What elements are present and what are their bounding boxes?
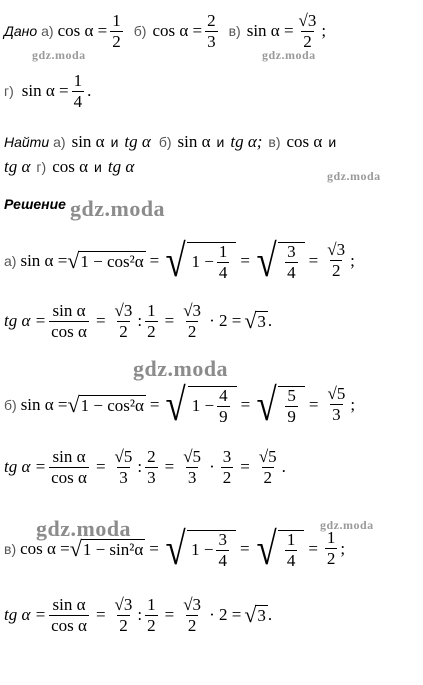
fraction: $\frac{\text{sin α}}{\text{cos α}}$ — [51, 301, 87, 341]
find-a-marker: а) — [53, 134, 66, 150]
given-g-tail: . — [87, 81, 92, 101]
find-and: и — [328, 134, 337, 150]
tail: . — [267, 605, 273, 625]
given-g-fraction: $\frac{1}{4}$ — [73, 71, 83, 111]
find-and: и — [94, 159, 102, 175]
given-v-fraction: $\frac{√3}{2}$ — [298, 11, 317, 51]
tail: ; — [350, 394, 356, 414]
fraction: $\frac{1}{2}$ — [326, 528, 336, 569]
fraction: $\frac{\text{sin α}}{\text{cos α}}$ — [51, 595, 87, 635]
fraction: $\frac{√3}{2}$ — [114, 301, 133, 341]
find-v-expr: cos α — [286, 132, 323, 151]
fraction: $\frac{√5}{3}$ — [327, 384, 346, 425]
find-v-expr2: tg α — [4, 157, 31, 176]
find-a-expr: sin α — [71, 132, 105, 151]
root: √ 3 — [244, 308, 266, 334]
root: √ 1 − cos²α — [67, 391, 144, 417]
fraction: $\frac{√3}{2}$ — [183, 301, 202, 341]
find-g-expr: cos α — [52, 157, 89, 176]
given-label: Дано — [4, 23, 38, 40]
watermark: gdz.moda — [262, 48, 316, 62]
multiply: · 2 = — [209, 311, 242, 331]
colon: : — [137, 605, 143, 625]
solution-b-line-2: tg α = $\frac{\text{sin α}}{\text{cos α}}$ = $\frac{√5}{3}$ : $\frac{2}{3}$ = $\frac{√5}{3}$ · $\frac{3}{2}$ = $\frac{√5}{2}$ . — [4, 447, 286, 487]
root: √ 1 − $\frac{3}{4}$ — [163, 528, 236, 569]
given-a-expr: cos α = — [57, 21, 108, 41]
solution-b-lhs: sin α = — [20, 394, 68, 414]
solution-b2-lhs: tg α = — [4, 457, 47, 477]
root: √ 1 − cos²α — [67, 247, 144, 273]
root: √ $\frac{5}{9}$ — [254, 384, 305, 425]
watermark: gdz.moda — [133, 356, 229, 381]
find-label: Найти — [4, 134, 50, 150]
colon: : — [137, 311, 143, 331]
fraction: $\frac{√5}{2}$ — [258, 447, 277, 487]
solution-a-line-1: а) sin α = √ 1 − cos²α = √ 1 − $\frac{1}{4}$ = √ $\frac{3}{4}$ = $\frac{√3}{2}$ ; — [4, 235, 355, 286]
watermark: gdz.moda — [327, 169, 381, 183]
multiply: · 2 = — [209, 605, 242, 625]
solution-v-marker: в) — [4, 540, 17, 557]
solution-a-line-2: tg α = $\frac{\text{sin α}}{\text{cos α}}$ = $\frac{√3}{2}$ : $\frac{1}{2}$ = $\frac{√3}{2}$ · 2 = √ 3 . — [4, 301, 273, 341]
find-and: и — [216, 134, 225, 150]
solution-v-line-1: в) cos α = √ 1 − sin²α = √ 1 − $\frac{3}{4}$ = √ $\frac{1}{4}$ = $\frac{1}{2}$ ; — [4, 523, 346, 574]
find-g-expr2: tg α — [107, 157, 135, 176]
given-a-fraction: $\frac{1}{2}$ — [112, 11, 121, 51]
find-v-marker: в) — [268, 134, 281, 150]
solution-v-line-2: tg α = $\frac{\text{sin α}}{\text{cos α}}$ = $\frac{√3}{2}$ : $\frac{1}{2}$ = $\frac{√3}{2}$ · 2 = √ 3 . — [4, 595, 273, 635]
given-v-marker: в) — [228, 23, 241, 40]
given-a-marker: а) — [41, 23, 54, 40]
fraction: $\frac{\text{sin α}}{\text{cos α}}$ — [51, 447, 87, 487]
solution-v-lhs: cos α = — [20, 538, 70, 558]
root: √ 1 − $\frac{4}{9}$ — [163, 384, 236, 425]
solution-b-line-1: б) sin α = √ 1 − cos²α = √ 1 − $\frac{4}{9}$ = √ $\frac{5}{9}$ = $\frac{√5}{3}$ ; — [4, 379, 356, 430]
colon: : — [137, 457, 143, 477]
find-b-expr2: tg α; — [230, 132, 263, 151]
find-a-expr2: tg α — [124, 132, 151, 151]
find-line-1 — [4, 132, 342, 152]
find-b-expr: sin α — [177, 132, 211, 151]
given-line-2 — [4, 72, 91, 111]
given-g-expr: sin α = — [21, 81, 69, 101]
watermark: gdz.moda — [32, 48, 86, 62]
find-b-marker: б) — [158, 134, 172, 150]
fraction: $\frac{√5}{3}$ — [183, 447, 202, 487]
fraction: $\frac{1}{2}$ — [147, 595, 156, 635]
tail: . — [267, 311, 273, 331]
given-v-expr: sin α = — [246, 21, 294, 41]
tail: ; — [340, 538, 346, 558]
watermark: gdz.moda — [36, 516, 132, 541]
fraction: $\frac{1}{2}$ — [147, 301, 156, 341]
fraction: $\frac{√3}{2}$ — [327, 240, 346, 281]
solution-a2-lhs: tg α = — [4, 311, 47, 331]
root: √ 1 − $\frac{1}{4}$ — [163, 240, 236, 281]
fraction: $\frac{3}{2}$ — [222, 447, 232, 487]
given-b-expr: cos α = — [152, 21, 203, 41]
given-g-marker: г) — [4, 83, 14, 100]
fraction: $\frac{√5}{3}$ — [114, 447, 133, 487]
given-b-fraction: $\frac{2}{3}$ — [207, 11, 216, 51]
fraction: $\frac{√3}{2}$ — [183, 595, 202, 635]
given-b-marker: б) — [133, 23, 147, 40]
root: √ $\frac{3}{4}$ — [254, 240, 305, 281]
solution-a-lhs: sin α = — [20, 250, 68, 270]
tail: ; — [350, 250, 355, 270]
watermark: gdz.moda — [70, 196, 166, 221]
solution-label: Решение — [4, 196, 66, 212]
solution-label-line — [4, 196, 66, 212]
root: √ $\frac{1}{4}$ — [254, 528, 305, 569]
root: √ 1 − sin²α — [69, 535, 144, 561]
given-v-tail: ; — [321, 21, 327, 41]
find-line-2 — [4, 157, 134, 177]
find-and: и — [110, 134, 119, 150]
fraction: $\frac{2}{3}$ — [147, 447, 156, 487]
given-line-1 — [4, 12, 326, 51]
find-g-marker: г) — [36, 159, 47, 175]
fraction: $\frac{√3}{2}$ — [114, 595, 133, 635]
root: √ 3 — [244, 602, 266, 628]
solution-a-marker: а) — [4, 252, 17, 269]
tail: . — [281, 457, 286, 477]
solution-b-marker: б) — [4, 396, 17, 413]
watermark: gdz.moda — [320, 518, 374, 532]
solution-v2-lhs: tg α = — [4, 605, 47, 625]
